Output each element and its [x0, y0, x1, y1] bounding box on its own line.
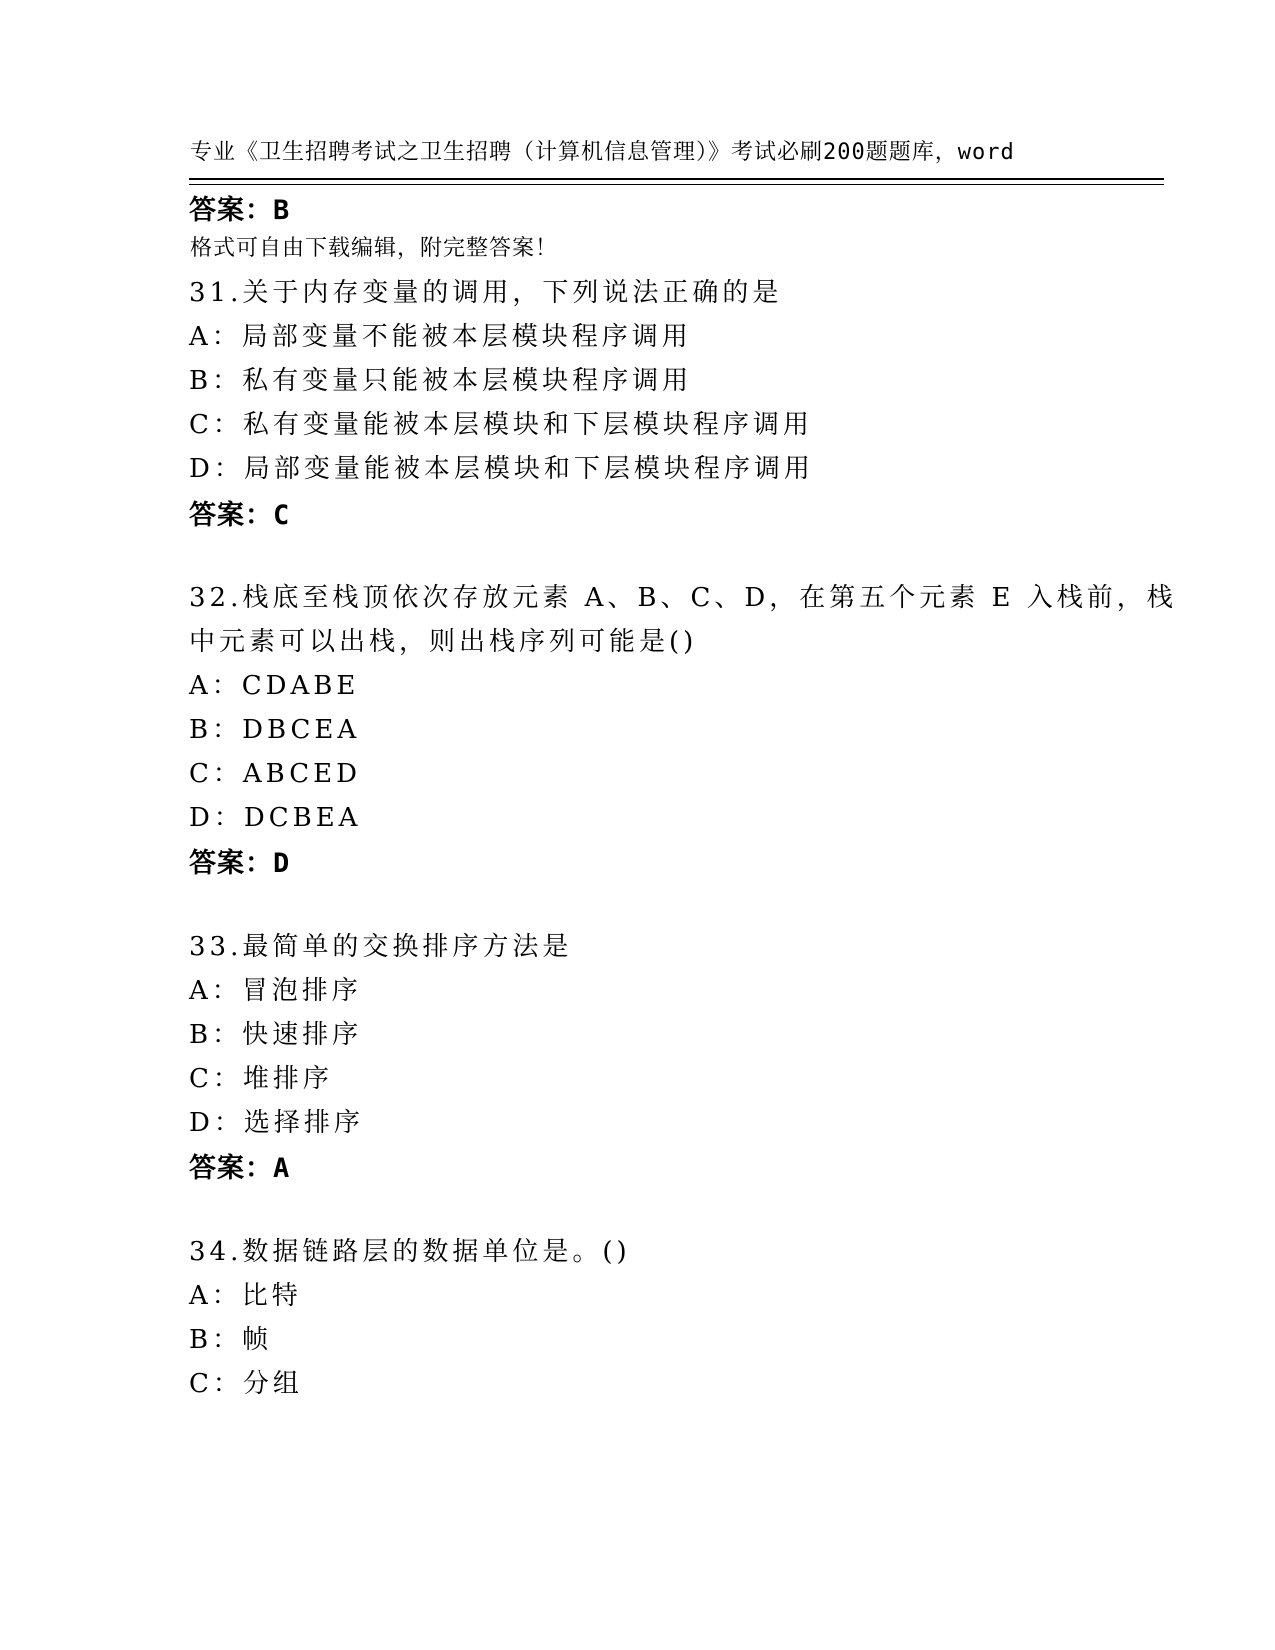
question-31-option-a: A：局部变量不能被本层模块程序调用	[189, 322, 692, 352]
question-31-option-c: C：私有变量能被本层模块和下层模块程序调用	[189, 410, 813, 440]
question-34-stem: 34.数据链路层的数据单位是。()	[189, 1237, 631, 1267]
header-title-line-2: 格式可自由下载编辑，附完整答案！	[190, 236, 559, 261]
question-33-option-c: C：堆排序	[189, 1064, 333, 1094]
question-32-option-c: C：ABCED	[189, 759, 361, 789]
question-34-option-b: B：帧	[189, 1325, 273, 1355]
header-divider-thick	[189, 178, 1164, 180]
question-31-stem: 31.关于内存变量的调用，下列说法正确的是	[189, 278, 783, 308]
question-33-option-b: B：快速排序	[189, 1020, 363, 1050]
question-32-stem-line-2: 中元素可以出栈，则出栈序列可能是()	[189, 627, 698, 657]
question-33-option-d: D：选择排序	[189, 1108, 364, 1138]
question-34-option-a: A：比特	[189, 1281, 302, 1311]
previous-answer: 答案：B	[189, 195, 291, 226]
question-32-answer: 答案：D	[189, 848, 291, 879]
question-34-option-c: C：分组	[189, 1369, 303, 1399]
question-33-stem: 33.最简单的交换排序方法是	[189, 932, 573, 962]
question-32-stem-line-1: 32.栈底至栈顶依次存放元素 A、B、C、D，在第五个元素 E 入栈前，栈	[189, 583, 1177, 613]
question-31-option-d: D：局部变量能被本层模块和下层模块程序调用	[189, 454, 814, 484]
question-32-option-d: D：DCBEA	[189, 803, 362, 833]
question-33-option-a: A：冒泡排序	[189, 976, 362, 1006]
header-divider-thin	[189, 184, 1164, 185]
question-31-answer: 答案：C	[189, 500, 291, 531]
question-31-option-b: B：私有变量只能被本层模块程序调用	[189, 366, 693, 396]
question-32-option-a: A：CDABE	[189, 671, 360, 701]
question-32-option-b: B：DBCEA	[189, 715, 361, 745]
header-title-line-1: 专业《卫生招聘考试之卫生招聘（计算机信息管理）》考试必刷200题题库，word	[190, 140, 1015, 165]
question-33-answer: 答案：A	[189, 1153, 291, 1184]
